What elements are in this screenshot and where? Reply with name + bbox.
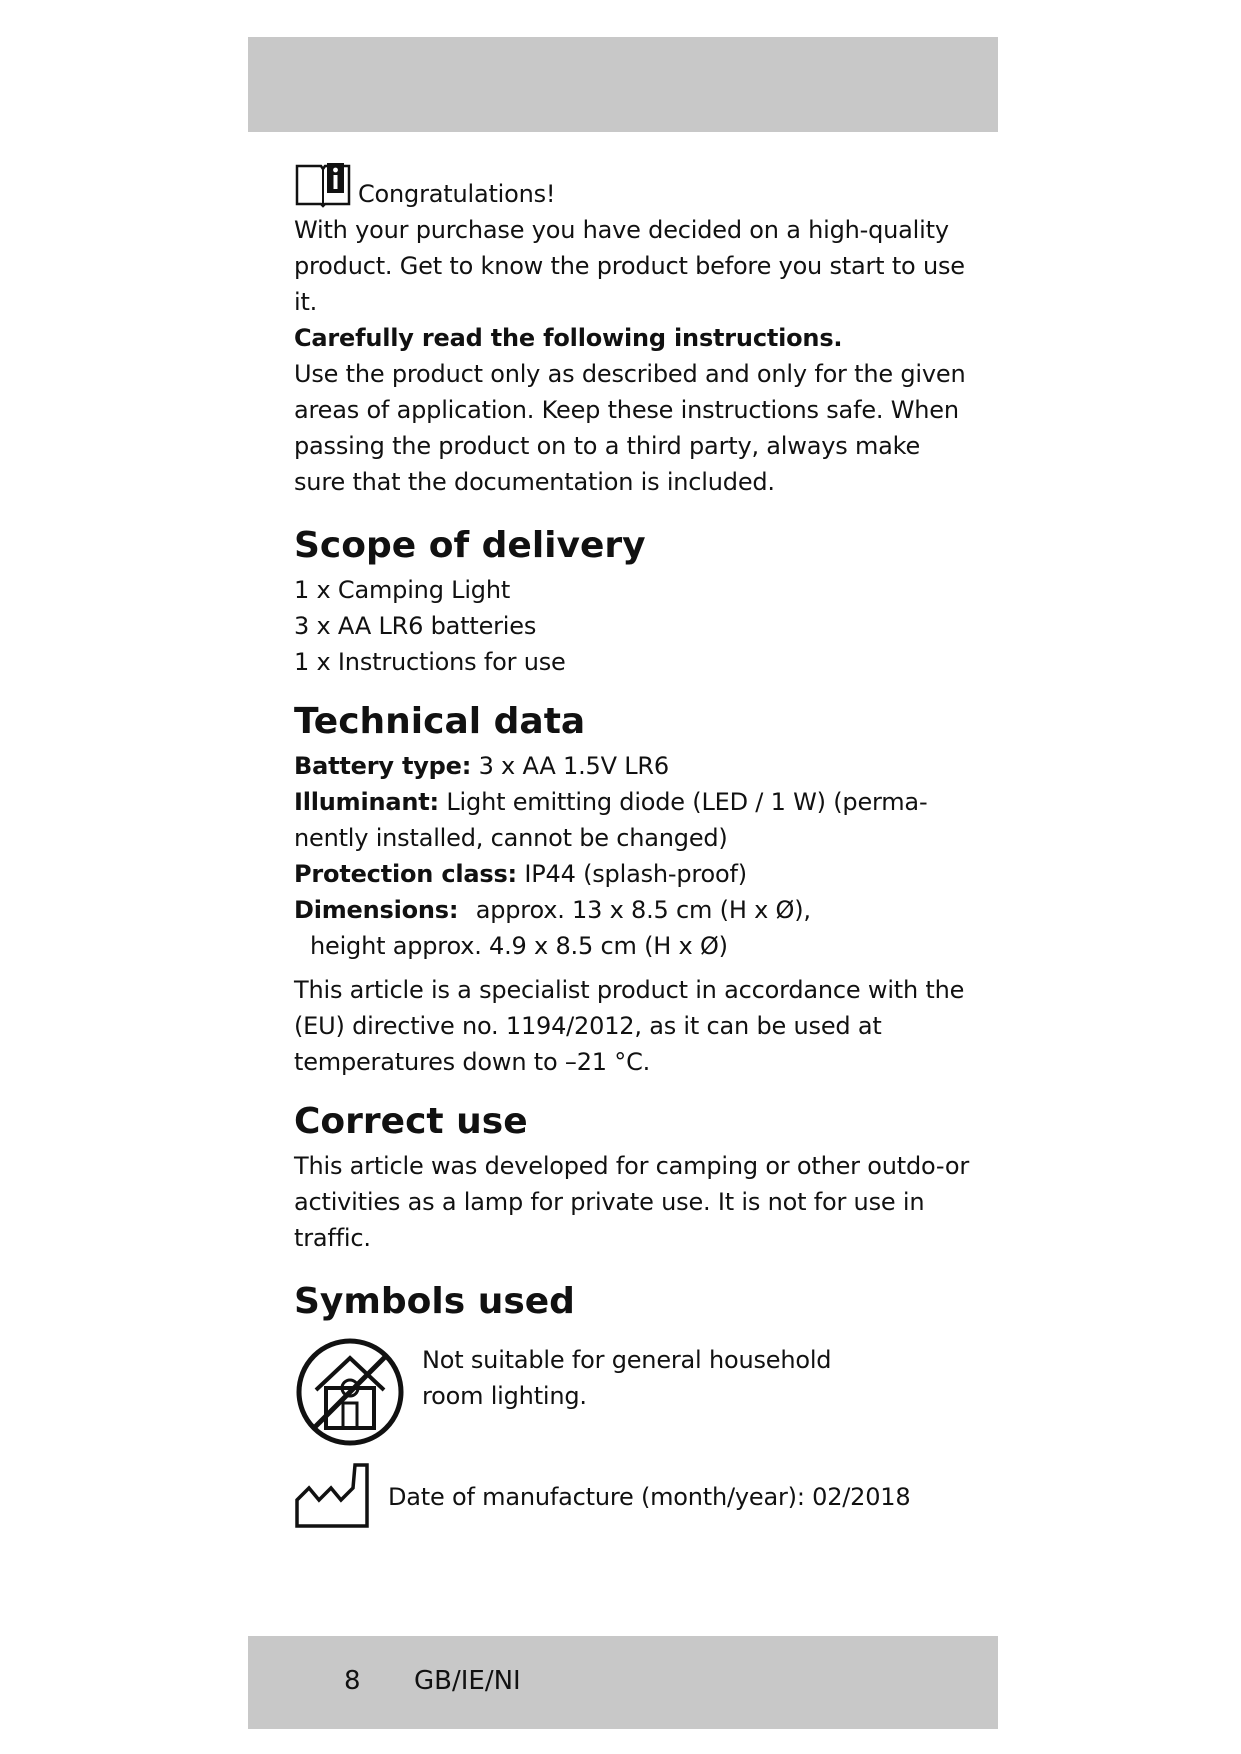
header-bar bbox=[248, 37, 998, 132]
battery-value: 3 x AA 1.5V LR6 bbox=[478, 752, 669, 780]
intro-header bbox=[294, 160, 974, 212]
dimensions-value-2: height approx. 4.9 x 8.5 cm (H x Ø) bbox=[310, 932, 728, 960]
factory-icon bbox=[294, 1462, 370, 1532]
technical-heading: Technical data bbox=[294, 701, 586, 742]
manufacture-text: Date of manufacture (month/year): 02/2018 bbox=[388, 1483, 911, 1511]
correct-use-text: This article was developed for camping or other outdo-or activities as a lamp for private use. It is not for use in traffic. bbox=[294, 1152, 969, 1252]
scope-item: 1 x Instructions for use bbox=[294, 648, 566, 676]
intro-bold: Carefully read the following instructions. bbox=[294, 324, 843, 352]
illuminant-value: Light emitting diode (LED / 1 W) (perma-nently installed, cannot be changed) bbox=[294, 788, 928, 852]
battery-label: Battery type: bbox=[294, 752, 472, 780]
illuminant-label: Illuminant: bbox=[294, 788, 439, 816]
dimensions-spec bbox=[294, 892, 974, 928]
info-book-icon bbox=[294, 160, 352, 212]
intro-greeting: Congratulations! bbox=[358, 180, 556, 208]
scope-heading: Scope of delivery bbox=[294, 525, 646, 566]
battery-spec bbox=[294, 748, 974, 784]
intro-paragraph-2: Use the product only as described and only for the given areas of application. Keep these instructions safe. When passing the product on to a third party, always make sure that the documentation is included. bbox=[294, 360, 966, 496]
protection-value: IP44 (splash-proof) bbox=[524, 860, 747, 888]
illuminant-spec bbox=[294, 784, 974, 856]
scope-item: 3 x AA LR6 batteries bbox=[294, 612, 537, 640]
dimensions-label: Dimensions: bbox=[294, 896, 459, 924]
intro-paragraph: With your purchase you have decided on a high-quality product. Get to know the product before you start to use it. bbox=[294, 216, 965, 316]
page-number: 8 bbox=[344, 1666, 361, 1696]
symbols-heading: Symbols used bbox=[294, 1281, 575, 1322]
region-code: GB/IE/NI bbox=[414, 1666, 521, 1696]
protection-spec bbox=[294, 856, 974, 892]
page-content bbox=[294, 160, 974, 1532]
technical-note: This article is a specialist product in accordance with the (EU) directive no. 1194/2012, as it can be used at temperatures down to –21 °C. bbox=[294, 976, 965, 1076]
household-text: Not suitable for general household room lighting. bbox=[422, 1346, 832, 1410]
correct-use-heading: Correct use bbox=[294, 1101, 528, 1142]
scope-item: 1 x Camping Light bbox=[294, 576, 511, 604]
no-household-lighting-icon bbox=[294, 1336, 406, 1452]
household-symbol-row bbox=[294, 1336, 974, 1452]
dimensions-value: approx. 13 x 8.5 cm (H x Ø), bbox=[475, 896, 811, 924]
protection-label: Protection class: bbox=[294, 860, 517, 888]
manufacture-row bbox=[294, 1462, 974, 1532]
